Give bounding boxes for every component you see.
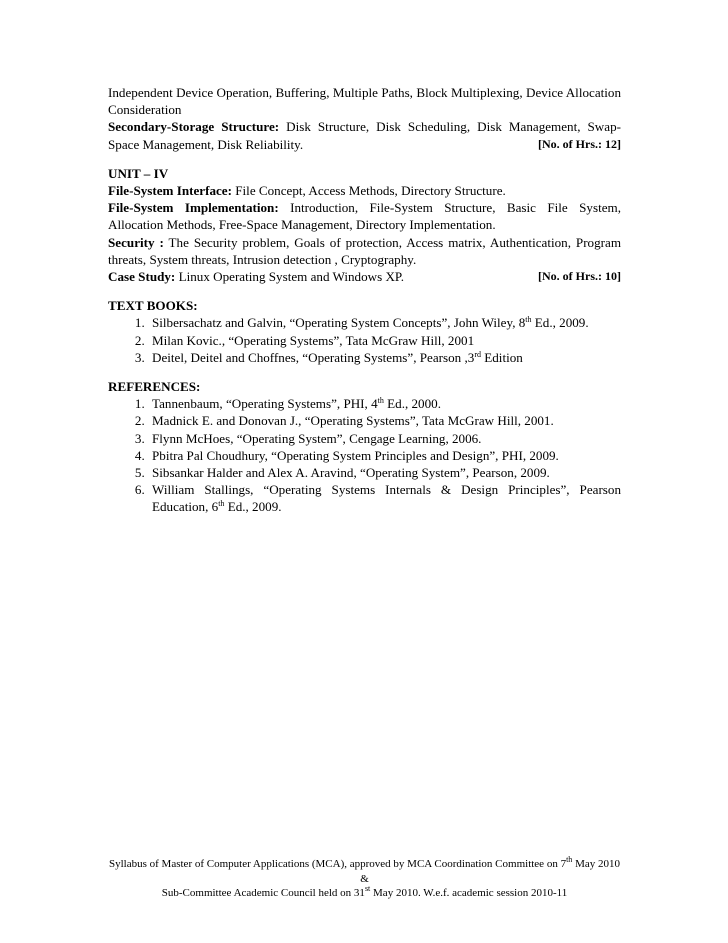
references-list (108, 395, 621, 515)
textbooks-list (108, 314, 621, 366)
unit4-case-study: Case Study: Linux Operating System and Windows XP. [No. of Hrs.: 10] (108, 269, 621, 285)
list-item: 1. Silbersachatz and Galvin, “Operating System Concepts”, John Wiley, 8th Ed., 2009. (148, 314, 621, 331)
list-item: 2. Milan Kovic., “Operating Systems”, Tata McGraw Hill, 2001 (148, 332, 621, 349)
unit3-device-topics: Independent Device Operation, Buffering, Multiple Paths, Block Multiplexing, Device Allocation Consideration (108, 85, 621, 118)
document-body (108, 84, 621, 516)
unit3-secondary-storage: Secondary-Storage Structure: Disk Structure, Disk Scheduling, Disk Management, Swap-Space Management, Disk Reliability. [No. of Hrs.: 12] (108, 119, 621, 152)
references-title: REFERENCES: (108, 379, 201, 395)
list-item: 3. Flynn McHoes, “Operating System”, Cengage Learning, 2006. (148, 430, 621, 447)
page-footer (108, 857, 621, 901)
unit4-fs-interface: File-System Interface: File Concept, Access Methods, Directory Structure. (108, 183, 506, 199)
secondary-storage-label: Secondary-Storage Structure: (108, 119, 280, 135)
unit4-fs-implementation: File-System Implementation: Introduction, File-System Structure, Basic File System, Allocation Methods, Free-Space Management, Directory Implementation. (108, 200, 621, 233)
unit4-hours: [No. of Hrs.: 10] (538, 269, 621, 284)
list-item: 1. Tannenbaum, “Operating Systems”, PHI, 4th Ed., 2000. (148, 395, 621, 412)
list-item: 2. Madnick E. and Donovan J., “Operating Systems”, Tata McGraw Hill, 2001. (148, 412, 621, 429)
footer-line-2: Sub-Committee Academic Council held on 31st May 2010. W.e.f. academic session 2010-11 (161, 884, 568, 899)
list-item: 4. Pbitra Pal Choudhury, “Operating System Principles and Design”, PHI, 2009. (148, 447, 621, 464)
list-item: 5. Sibsankar Halder and Alex A. Aravind, “Operating System”, Pearson, 2009. (148, 464, 621, 481)
unit3-hours: [No. of Hrs.: 12] (538, 136, 621, 151)
footer-line-1: Syllabus of Master of Computer Applications (MCA), approved by MCA Coordination Committee on 7th May 2010 & (109, 855, 620, 885)
textbooks-title: TEXT BOOKS: (108, 298, 198, 314)
list-item: 6. William Stallings, “Operating Systems Internals & Design Principles”, Pearson Education, 6th Ed., 2009. (148, 481, 621, 515)
unit4-security: Security : The Security problem, Goals of protection, Access matrix, Authentication, Program threats, System threats, Intrusion detection , Cryptography. (108, 234, 622, 267)
list-item: 3. Deitel, Deitel and Choffnes, “Operating Systems”, Pearson ,3rd Edition (148, 349, 621, 366)
unit4-title: UNIT – IV (108, 165, 169, 181)
